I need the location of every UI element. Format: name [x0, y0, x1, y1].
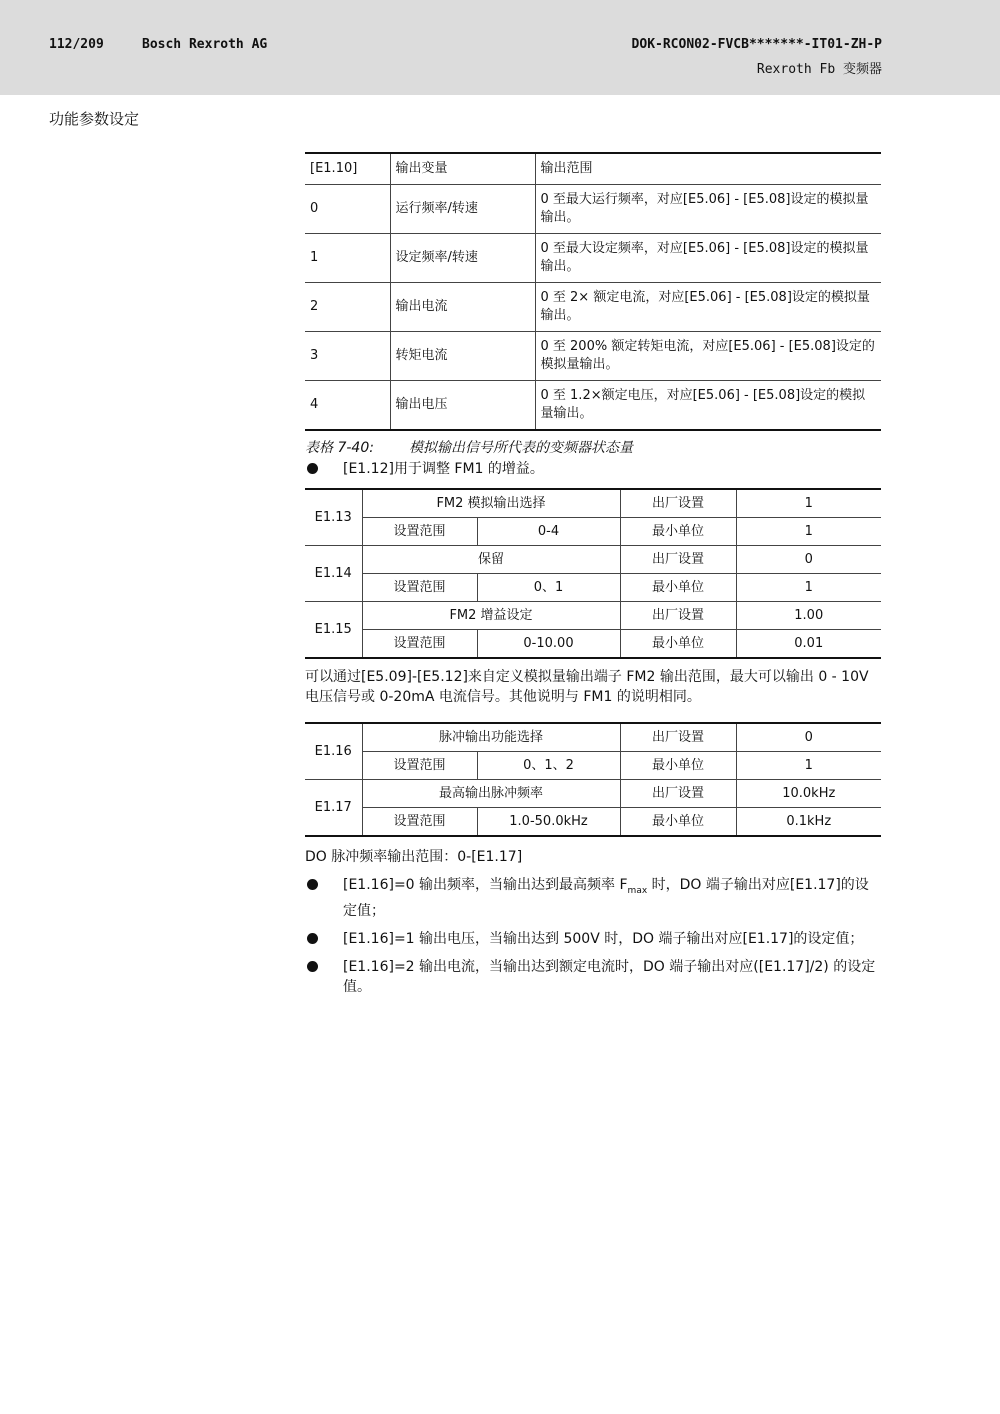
param-name: 最高输出脉冲频率 — [362, 780, 620, 808]
variable-cell: 输出电压 — [390, 381, 535, 431]
range-value: 0、1、2 — [477, 752, 620, 780]
table-row — [305, 283, 881, 332]
bullet-icon — [307, 933, 318, 944]
param-table-a-block — [305, 488, 881, 707]
do-range-text: DO 脉冲频率输出范围：0-[E1.17] — [305, 849, 523, 865]
param-code: E1.14 — [305, 546, 362, 602]
param-code: E1.13 — [305, 489, 362, 546]
range-label: 设置范围 — [362, 752, 477, 780]
param-row — [305, 752, 881, 780]
param-name: FM2 模拟输出选择 — [362, 489, 620, 518]
caption-number: 表格 7-40: — [305, 440, 374, 456]
range-cell: 0 至 2× 额定电流，对应[E5.06] - [E5.08]设定的模拟量输出。 — [535, 283, 881, 332]
unit-value: 1 — [736, 752, 881, 780]
bullet-text-pre: [E1.16]=0 输出频率，当输出达到最高频率 F — [343, 877, 628, 893]
factory-label: 出厂设置 — [620, 602, 736, 630]
table-row — [305, 381, 881, 431]
page-number: 112/209 — [49, 37, 104, 52]
bullet-icon — [307, 879, 318, 890]
param-table-a — [305, 488, 881, 659]
table-header-row — [305, 153, 881, 185]
unit-value: 0.1kHz — [736, 808, 881, 837]
factory-value: 1.00 — [736, 602, 881, 630]
param-row — [305, 808, 881, 837]
range-value: 0-10.00 — [477, 630, 620, 659]
variable-cell: 输出电流 — [390, 283, 535, 332]
factory-value: 1 — [736, 489, 881, 518]
range-cell: 0 至 1.2×额定电压，对应[E5.06] - [E5.08]设定的模拟量输出。 — [535, 381, 881, 431]
product-name: Rexroth Fb 变频器 — [756, 62, 882, 77]
code-cell: 1 — [305, 234, 390, 283]
range-value: 1.0-50.0kHz — [477, 808, 620, 837]
bullet-text: [E1.16]=1 输出电压，当输出达到 500V 时，DO 端子输出对应[E1.17]的设定值； — [343, 930, 864, 947]
param-row — [305, 602, 881, 630]
code-cell: 2 — [305, 283, 390, 332]
variable-cell: 设定频率/转速 — [390, 234, 535, 283]
unit-value: 1 — [736, 574, 881, 602]
range-label: 设置范围 — [362, 518, 477, 546]
unit-label: 最小单位 — [620, 574, 736, 602]
caption-text: 模拟输出信号所代表的变频器状态量 — [409, 440, 633, 456]
bullet-text-post: 时，DO 端子输出对应[E1.17]的设定值； — [343, 877, 869, 919]
bullet-fm1-gain — [305, 459, 881, 479]
param-row — [305, 546, 881, 574]
bullet-text: [E1.16]=2 输出电流，当输出达到额定电流时，DO 端子输出对应([E1.17]/2) 的设定值。 — [343, 958, 876, 995]
range-label: 设置范围 — [362, 808, 477, 837]
company-name: Bosch Rexroth AG — [142, 37, 268, 52]
variable-cell: 转矩电流 — [390, 332, 535, 381]
range-cell: 0 至 200% 额定转矩电流，对应[E5.06] - [E5.08]设定的模拟量输出。 — [535, 332, 881, 381]
bullet-e116-2 — [305, 957, 881, 997]
param-row — [305, 630, 881, 659]
range-cell: 0 至最大运行频率，对应[E5.06] - [E5.08]设定的模拟量输出。 — [535, 185, 881, 234]
param-row — [305, 780, 881, 808]
param-row — [305, 489, 881, 518]
code-cell: 0 — [305, 185, 390, 234]
range-cell: 0 至最大设定频率，对应[E5.06] - [E5.08]设定的模拟量输出。 — [535, 234, 881, 283]
param-code: E1.17 — [305, 780, 362, 837]
param-row — [305, 574, 881, 602]
factory-label: 出厂设置 — [620, 546, 736, 574]
table-row — [305, 185, 881, 234]
page-header — [0, 0, 1000, 95]
output-variable-table-block — [305, 152, 881, 479]
header-cell: [E1.10] — [305, 153, 390, 185]
unit-label: 最小单位 — [620, 752, 736, 780]
header-cell: 输出变量 — [390, 153, 535, 185]
section-title: 功能参数设定 — [49, 110, 140, 128]
range-value: 0-4 — [477, 518, 620, 546]
param-name: FM2 增益设定 — [362, 602, 620, 630]
bullet-icon — [307, 463, 318, 474]
factory-value: 0 — [736, 546, 881, 574]
factory-label: 出厂设置 — [620, 489, 736, 518]
param-name: 脉冲输出功能选择 — [362, 723, 620, 752]
unit-value: 1 — [736, 518, 881, 546]
table-caption — [305, 437, 881, 457]
document-id: DOK-RCON02-FVCB*******-IT01-ZH-P — [631, 37, 882, 52]
param-code: E1.15 — [305, 602, 362, 659]
param-table-b — [305, 722, 881, 837]
bullet-e116-1 — [305, 929, 881, 949]
unit-label: 最小单位 — [620, 808, 736, 837]
range-value: 0、1 — [477, 574, 620, 602]
param-row — [305, 723, 881, 752]
code-cell: 3 — [305, 332, 390, 381]
range-label: 设置范围 — [362, 574, 477, 602]
param-row — [305, 518, 881, 546]
bullet-text: [E1.12]用于调整 FM1 的增益。 — [343, 461, 544, 477]
header-cell: 输出范围 — [535, 153, 881, 185]
unit-value: 0.01 — [736, 630, 881, 659]
param-table-b-block — [305, 722, 881, 997]
factory-value: 10.0kHz — [736, 780, 881, 808]
table-row — [305, 234, 881, 283]
table-row — [305, 332, 881, 381]
factory-label: 出厂设置 — [620, 780, 736, 808]
range-label: 设置范围 — [362, 630, 477, 659]
param-name: 保留 — [362, 546, 620, 574]
bullet-icon — [307, 961, 318, 972]
variable-cell: 运行频率/转速 — [390, 185, 535, 234]
factory-label: 出厂设置 — [620, 723, 736, 752]
subscript-max: max — [627, 885, 648, 896]
param-code: E1.16 — [305, 723, 362, 780]
fm2-description: 可以通过[E5.09]-[E5.12]来自定义模拟量输出端子 FM2 输出范围，最大可以输出 0 - 10V 电压信号或 0-20mA 电流信号。其他说明与 FM1 的说明相同。 — [305, 669, 869, 705]
factory-value: 0 — [736, 723, 881, 752]
unit-label: 最小单位 — [620, 518, 736, 546]
unit-label: 最小单位 — [620, 630, 736, 659]
code-cell: 4 — [305, 381, 390, 431]
bullet-e116-0 — [305, 875, 881, 921]
output-variable-table — [305, 152, 881, 431]
